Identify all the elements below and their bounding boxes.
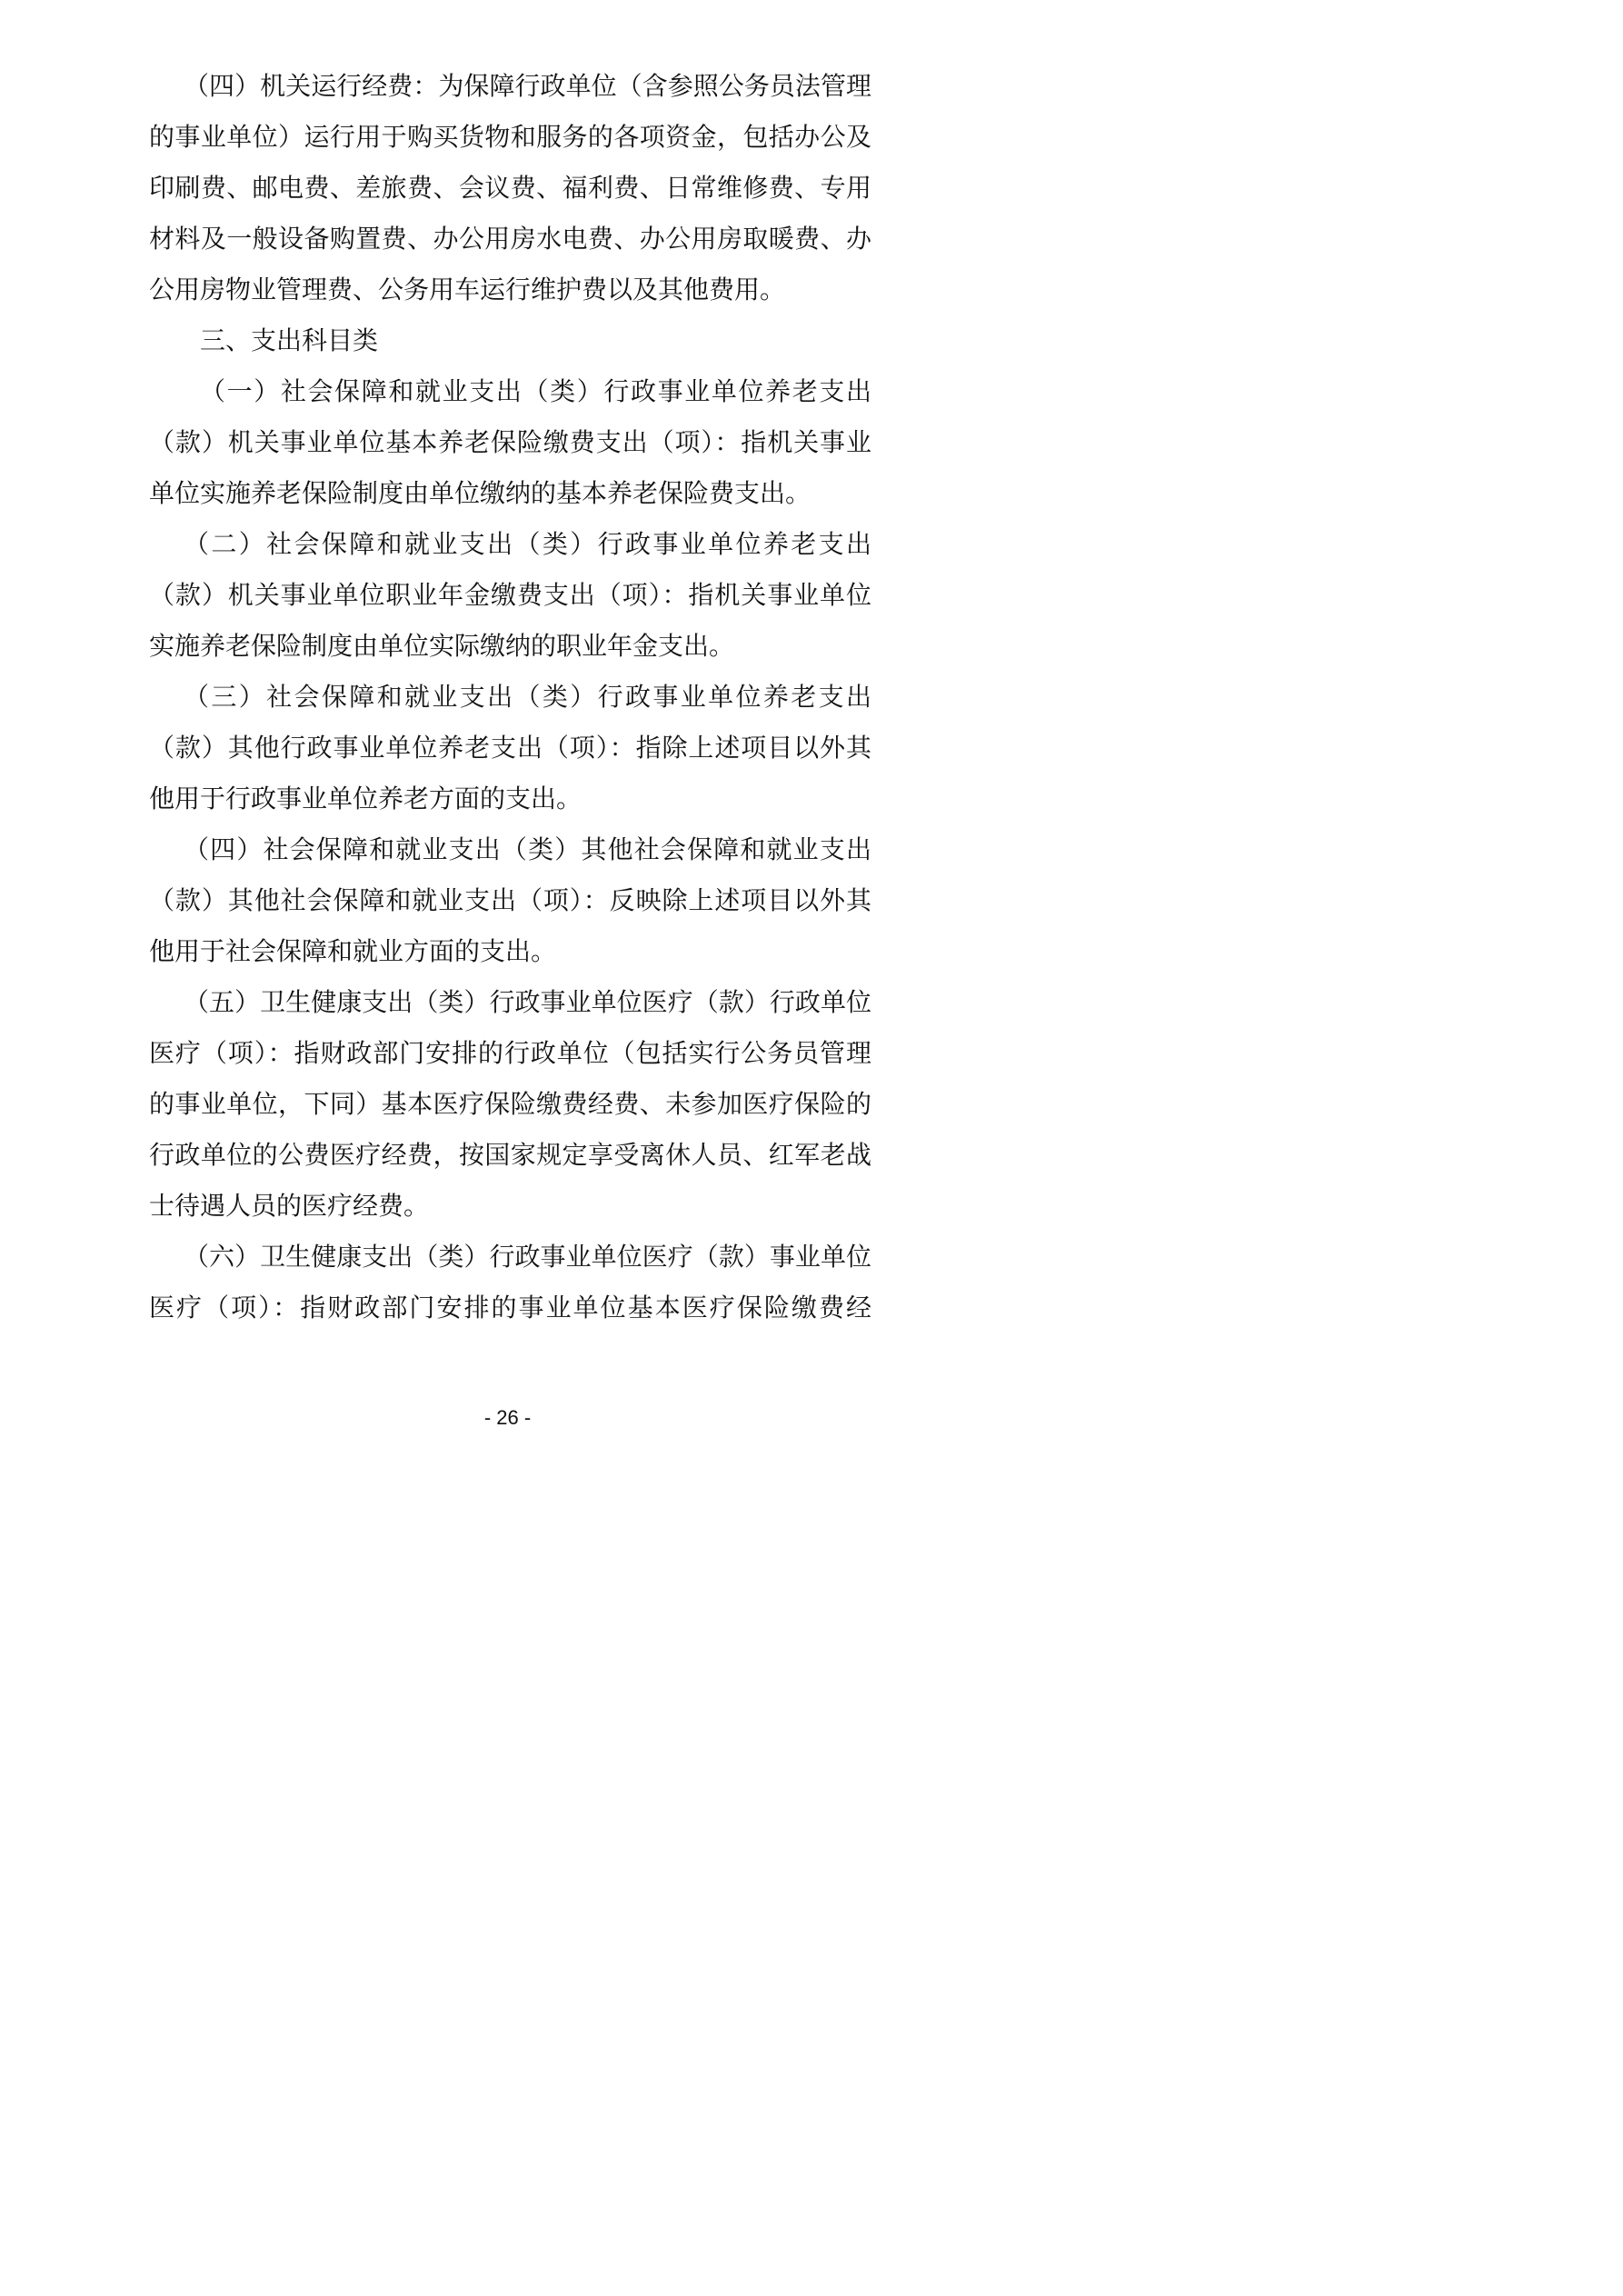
paragraph-line: （二）社会保障和就业支出（类）行政事业单位养老支出 — [184, 529, 871, 559]
paragraph-line: （六）卫生健康支出（类）行政事业单位医疗（款）事业单位 — [184, 1242, 871, 1272]
paragraph-line: （五）卫生健康支出（类）行政事业单位医疗（款）行政单位 — [184, 987, 871, 1017]
paragraph-line: （款）机关事业单位基本养老保险缴费支出（项）：指机关事业 — [149, 427, 871, 457]
paragraph-line: 的事业单位）运行用于购买货物和服务的各项资金，包括办公及 — [149, 122, 871, 152]
paragraph-line: （款）其他社会保障和就业支出（项）：反映除上述项目以外其 — [149, 885, 871, 915]
paragraph-line: 的事业单位，下同）基本医疗保险缴费经费、未参加医疗保险的 — [149, 1089, 871, 1119]
paragraph-line: 医疗（项）：指财政部门安排的事业单位基本医疗保险缴费经 — [149, 1293, 871, 1323]
paragraph-line: 他用于社会保障和就业方面的支出。 — [149, 936, 557, 966]
paragraph-line: 印刷费、邮电费、差旅费、会议费、福利费、日常维修费、专用 — [149, 173, 871, 203]
paragraph-line: （四）机关运行经费：为保障行政单位（含参照公务员法管理 — [184, 71, 871, 101]
paragraph-line: （一）社会保障和就业支出（类）行政事业单位养老支出 — [200, 376, 871, 406]
paragraph-line: 医疗（项）：指财政部门安排的行政单位（包括实行公务员管理 — [149, 1038, 871, 1068]
paragraph-line: 行政单位的公费医疗经费，按国家规定享受离休人员、红军老战 — [149, 1140, 871, 1170]
paragraph-line: （四）社会保障和就业支出（类）其他社会保障和就业支出 — [184, 834, 871, 864]
paragraph-line: 实施养老保险制度由单位实际缴纳的职业年金支出。 — [149, 631, 735, 661]
paragraph-line: 士待遇人员的医疗经费。 — [149, 1191, 430, 1221]
paragraph-line: 公用房物业管理费、公务用车运行维护费以及其他费用。 — [149, 275, 786, 304]
section-heading: 三、支出科目类 — [200, 325, 379, 355]
paragraph-line: 单位实施养老保险制度由单位缴纳的基本养老保险费支出。 — [149, 478, 812, 508]
paragraph-line: 材料及一般设备购置费、办公用房水电费、办公用房取暖费、办 — [149, 224, 871, 254]
page-number: - 26 - — [483, 1406, 532, 1429]
document-page — [0, 0, 1015, 1436]
paragraph-line: （三）社会保障和就业支出（类）行政事业单位养老支出 — [184, 682, 871, 712]
paragraph-line: （款）机关事业单位职业年金缴费支出（项）：指机关事业单位 — [149, 580, 871, 610]
paragraph-line: 他用于行政事业单位养老方面的支出。 — [149, 784, 582, 814]
paragraph-line: （款）其他行政事业单位养老支出（项）：指除上述项目以外其 — [149, 733, 871, 763]
